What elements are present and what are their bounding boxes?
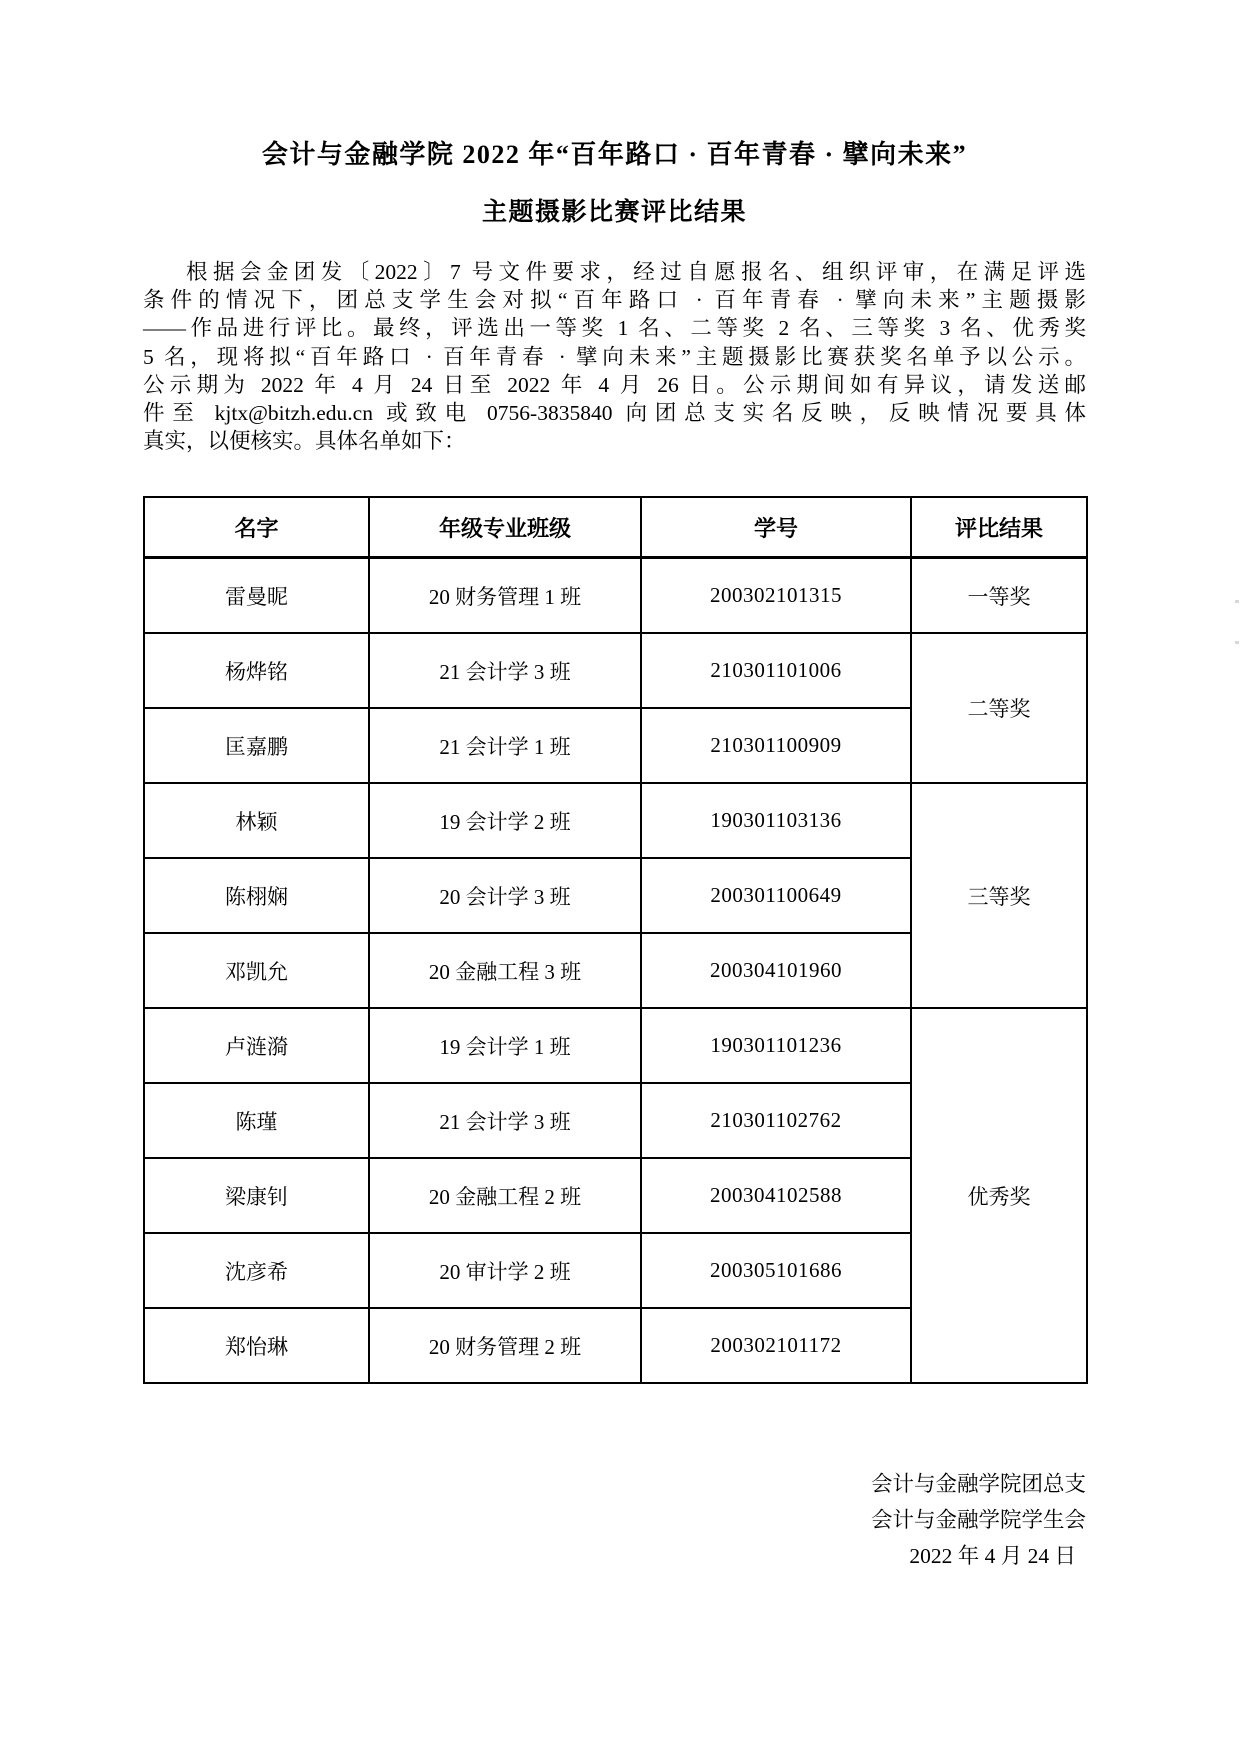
class-cell: 20 金融工程 2 班 [369,1158,641,1233]
results-table [143,496,1088,1384]
name-cell: 杨烨铭 [144,633,369,708]
name-cell: 沈彦希 [144,1233,369,1308]
name-cell: 林颖 [144,783,369,858]
award-cell-third-prize: 三等奖 [911,783,1087,1008]
paragraph-line-contact: 件至 kjtx@bitzh.edu.cn 或致电 0756-3835840 向团总支实名反映，反映情况要具体 [143,401,1086,426]
student-id-cell: 200302101172 [641,1308,911,1383]
name-cell: 梁康钊 [144,1158,369,1233]
header-name: 名字 [144,497,369,558]
award-cell-second-prize: 二等奖 [911,633,1087,783]
paragraph-line: 真实，以便核实。具体名单如下： [143,429,466,454]
header-result: 评比结果 [911,497,1087,558]
paragraph-line: 根据会金团发〔2022〕7 号文件要求，经过自愿报名、组织评审，在满足评选 [186,260,1086,284]
name-cell: 匡嘉鹏 [144,708,369,783]
class-cell: 21 会计学 1 班 [369,708,641,783]
student-id-cell: 200302101315 [641,558,911,634]
paragraph-line: 公示期为 2022 年 4 月 24 日至 2022 年 4 月 26 日。公示期间如有异议，请发送邮 [143,372,1086,397]
document-content [143,138,1086,1574]
student-id-cell: 200304101960 [641,933,911,1008]
scan-edge-artifact [1235,600,1239,603]
class-cell: 21 会计学 3 班 [369,633,641,708]
student-id-cell: 210301100909 [641,708,911,783]
student-id-cell: 210301101006 [641,633,911,708]
name-cell: 陈栩娴 [144,858,369,933]
class-cell: 20 金融工程 3 班 [369,933,641,1008]
header-class: 年级专业班级 [369,497,641,558]
student-id-cell: 200301100649 [641,858,911,933]
class-cell: 19 会计学 2 班 [369,783,641,858]
paragraph-line: 5 名，现将拟“百年路口 · 百年青春 · 擘向未来”主题摄影比赛获奖名单予以公示。 [143,344,1086,369]
class-cell: 20 财务管理 1 班 [369,558,641,634]
paragraph-line: 条件的情况下，团总支学生会对拟“百年路口 · 百年青春 · 擘向未来”主题摄影 [143,288,1086,313]
class-cell: 20 审计学 2 班 [369,1233,641,1308]
scan-edge-artifact [1235,641,1239,644]
name-cell: 陈瑾 [144,1083,369,1158]
table-header-row [144,497,1087,558]
name-cell: 郑怡琳 [144,1308,369,1383]
student-id-cell: 190301101236 [641,1008,911,1083]
signature-org-youth-league: 会计与金融学院团总支 [870,1472,1086,1497]
table-row [144,558,1087,634]
class-cell: 20 会计学 3 班 [369,858,641,933]
class-cell: 21 会计学 3 班 [369,1083,641,1158]
table-row [144,783,1087,858]
name-cell: 邓凯允 [144,933,369,1008]
announcement-paragraph [143,258,1086,455]
document-title-line2: 主题摄影比赛评比结果 [481,199,747,226]
document-title-line1: 会计与金融学院 2022 年“百年路口 · 百年青春 · 擘向未来” [261,140,968,169]
class-cell: 20 财务管理 2 班 [369,1308,641,1383]
header-id: 学号 [641,497,911,558]
student-id-cell: 210301102762 [641,1083,911,1158]
award-cell-excellence-prize: 优秀奖 [911,1008,1087,1383]
table-row [144,633,1087,708]
student-id-cell: 200305101686 [641,1233,911,1308]
paragraph-line: ——作品进行评比。最终，评选出一等奖 1 名、二等奖 2 名、三等奖 3 名、优秀奖 [143,316,1086,341]
name-cell: 雷曼昵 [144,558,369,634]
student-id-cell: 200304102588 [641,1158,911,1233]
signature-block [143,1466,1086,1574]
name-cell: 卢涟漪 [144,1008,369,1083]
table-row [144,1008,1087,1083]
signature-date: 2022 年 4 月 24 日 [909,1544,1076,1569]
award-cell-first-prize: 一等奖 [911,558,1087,634]
class-cell: 19 会计学 1 班 [369,1008,641,1083]
student-id-cell: 190301103136 [641,783,911,858]
signature-org-student-union: 会计与金融学院学生会 [870,1508,1086,1533]
